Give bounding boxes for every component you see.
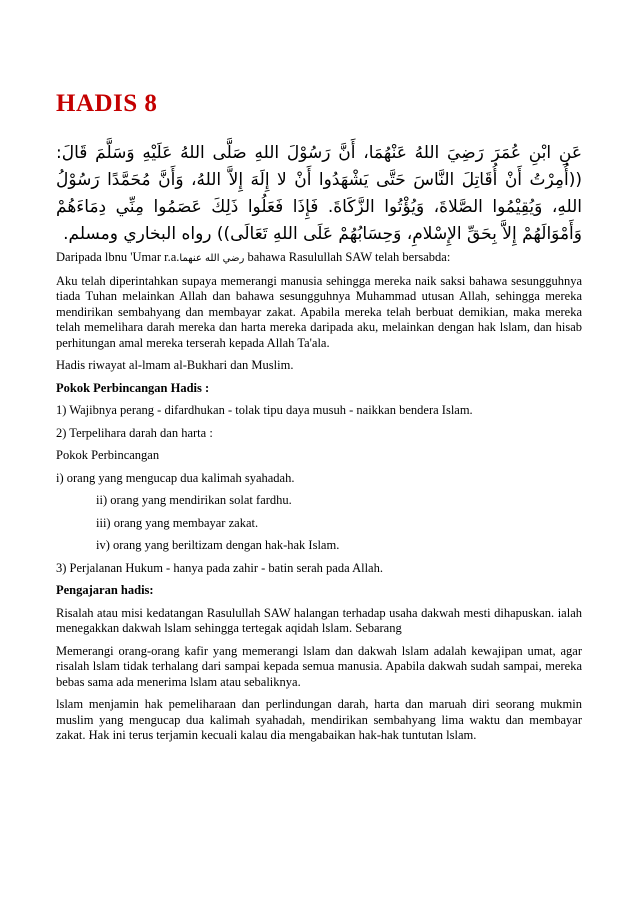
narration-line: Hadis riwayat al-lmam al-Bukhari dan Muslim. [56,358,294,372]
discussion-point-1: 1) Wajibnya perang - difardhukan - tolak tipu daya musuh - naikkan bendera Islam. [56,403,473,417]
lesson-paragraph: lslam menjamin hak pemeliharaan dan perlindungan darah, harta dan maruah diri seorang mukmin muslim yang mengucap dua kalimah syahadah, mendirikan sembahyang lima waktu dan membayar zakat. Hak ini terus terjamin kecuali kalau dia mengabaikan hak-hak tuntutan lslam. [56,697,582,742]
document-body [56,90,582,751]
lesson-paragraph: Memerangi orang-orang kafir yang memerangi lslam dan dakwah lslam adalah kewajipan umat, agar risalah lslam tidak terhalang dari sampai kepada semua manusia. Apabila dakwah sudah sampai, mereka bebas sama ada menerima lslam atau sebaliknya. [56,643,582,689]
discussion-sub-item: i) orang yang mengucap dua kalimah syahadah. [56,470,295,485]
discussion-point-3: 3) Perjalanan Hukum - hanya pada zahir - batin serah pada Allah. [56,560,383,575]
discussion-sub-item: ii) orang yang mendirikan solat fardhu. [96,493,292,507]
discussion-sub-item: iii) orang yang membayar zakat. [96,515,259,530]
intro-text-before: Daripada lbnu 'Umar r.a. [56,250,180,264]
discussion-point-2: 2) Terpelihara darah dan harta : [56,425,213,440]
intro-arabic-honorific: رضي الله عنهما [179,253,245,264]
arabic-hadith-text: عَنِ ابْنِ عُمَرَ رَضِيَ اللهُ عَنْهُمَا، أَنَّ رَسُوْلَ اللهِ صَلَّى اللهُ عَلَيْهِ وَسَلَّمَ قَالَ: ((أُمِرْتُ أَنْ أُقَاتِلَ النَّاسَ حَتَّى يَشْهَدُوا أَنْ لا إِلَهَ إِلاَّ اللهُ، وَأَنَّ مُحَمَّدًا رَسُوْلُ اللهِ، وَيُقِيْمُوا الصَّلاةَ، وَيُؤْتُوا الزَّكَاةَ. فَإِذَا فَعَلُوا ذَلِكَ عَصَمُوا مِنِّي دِمَاءَهُمْ وَأَمْوَالَهُمْ إِلاَّ بِحَقِّ الإِسْلامِ، وَحِسَابُهُمْ عَلَى اللهِ تَعَالَى)) رواه البخاري ومسلم. [56,143,582,244]
lesson-paragraph: Risalah atau misi kedatangan Rasulullah SAW halangan terhadap usaha dakwah mesti dihapuskan. ialah menegakkan dakwah lslam sehingga tertegak aqidah lslam. Sebarang [56,605,582,635]
intro-text-after: bahawa Rasulullah SAW telah bersabda: [244,250,451,264]
translation-paragraph: Aku telah diperintahkan supaya memerangi manusia sehingga mereka naik saksi bahawa sesungguhnya tiada Tuhan melainkan Allah dan bahawa sesungguhnya Muhammad utusan Allah, sehingga mereka mendirikan sembahyang dan membayar zakat. Apabila mereka telah berbuat demikian, maka mereka telah memelihara darah mereka dan harta mereka daripada aku, melainkan dengan hak lslam, dan hisab perhitungan amal mereka terserah kepada Allah Ta'ala. [56,273,582,350]
page-title: HADIS 8 [56,90,158,117]
discussion-sub-item: iv) orang yang beriltizam dengan hak-hak Islam. [96,538,340,552]
discussion-heading: Pokok Perbincangan Hadis : [56,380,210,395]
intro-line [56,250,582,267]
discussion-sub-heading: Pokok Perbincangan [56,448,160,462]
lessons-heading: Pengajaran hadis: [56,583,154,597]
